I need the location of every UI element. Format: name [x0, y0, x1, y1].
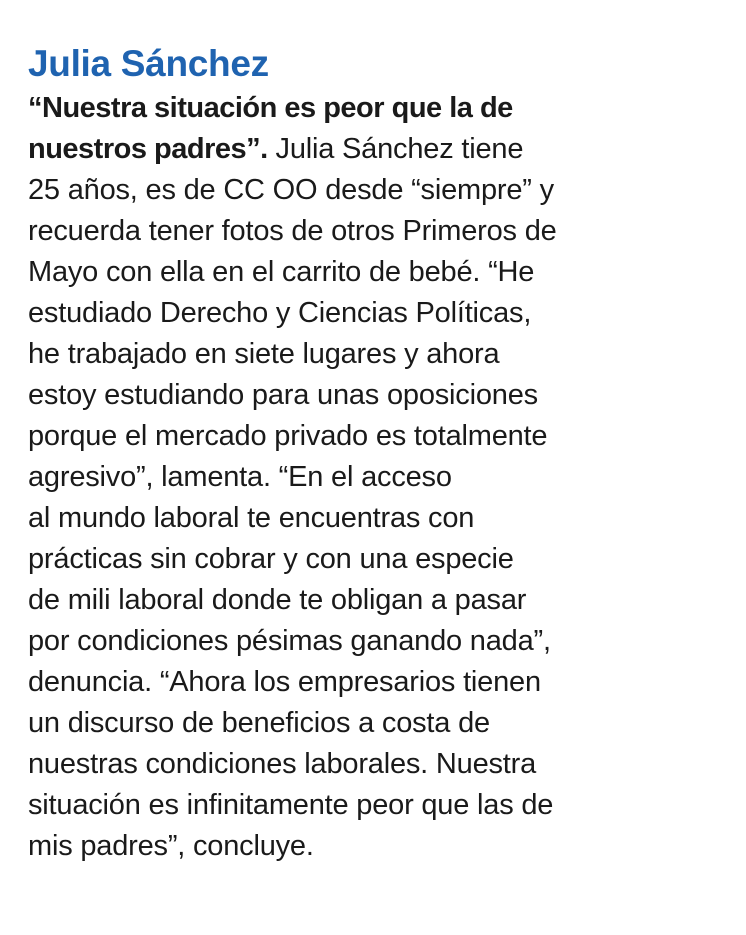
body-line-5: estudiado Derecho y Ciencias Políticas,	[28, 297, 532, 329]
body-line-10: al mundo laboral te encuentras con	[28, 502, 475, 534]
body-line-9: agresivo”, lamenta. “En el acceso	[28, 461, 452, 493]
body-line-14: denuncia. “Ahora los empresarios tienen	[28, 666, 541, 698]
lead-quote-line-2: nuestros padres”.	[28, 133, 268, 165]
body-line-3: recuerda tener fotos de otros Primeros de	[28, 215, 557, 247]
body-line-12: de mili laboral donde te obligan a pasar	[28, 584, 527, 616]
article	[28, 40, 728, 867]
body-line-1-text: Julia Sánchez tiene	[267, 133, 524, 165]
body-line-7: estoy estudiando para unas oposiciones	[28, 379, 538, 411]
body-line-4: Mayo con ella en el carrito de bebé. “He	[28, 256, 535, 288]
body-line-2: 25 años, es de CC OO desde “siempre” y	[28, 174, 554, 206]
body-line-6: he trabajado en siete lugares y ahora	[28, 338, 500, 370]
lead-quote-line-1: “Nuestra situación es peor que la de	[28, 92, 513, 124]
body-line-11: prácticas sin cobrar y con una especie	[28, 543, 514, 575]
body-line-16: nuestras condiciones laborales. Nuestra	[28, 748, 537, 780]
body-line-8: porque el mercado privado es totalmente	[28, 420, 548, 452]
body-line-17: situación es infinitamente peor que las de	[28, 789, 554, 821]
body-line-13: por condiciones pésimas ganando nada”,	[28, 625, 551, 657]
body-line-15: un discurso de beneficios a costa de	[28, 707, 490, 739]
body-line-1	[28, 129, 728, 170]
body-line-18: mis padres”, concluye.	[28, 830, 314, 862]
person-name-heading: Julia Sánchez	[28, 43, 269, 84]
article-body	[28, 88, 728, 867]
